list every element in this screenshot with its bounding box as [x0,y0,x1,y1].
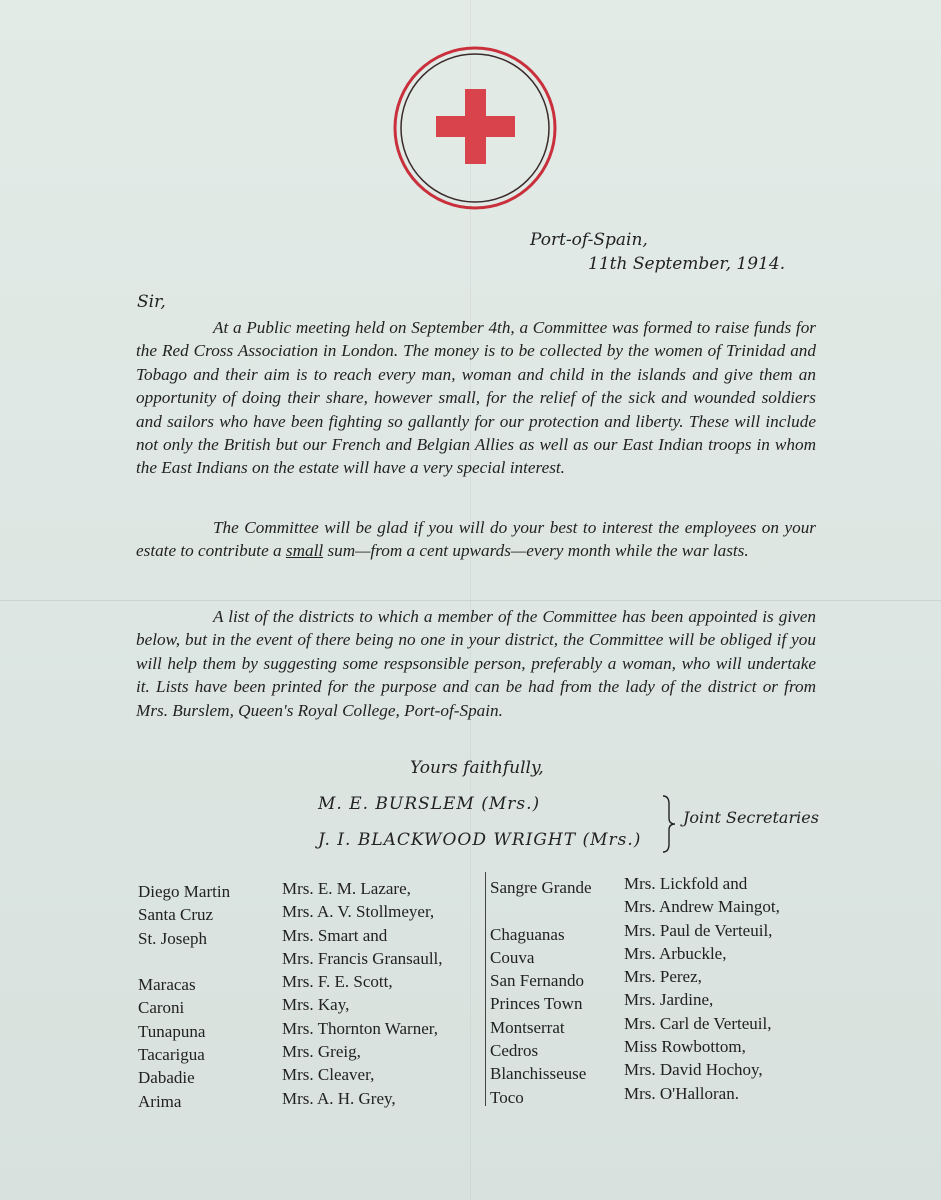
paragraph-1 [136,316,816,480]
district-name: Caroni [138,998,185,1018]
district-name: Blanchisseuse [490,1064,587,1084]
district-name: Montserrat [490,1017,565,1037]
member-column-right [624,872,780,1105]
district-name: St. Joseph [138,928,207,948]
underlined-word: small [285,541,324,561]
salutation: Sir, [137,292,166,312]
committee-member: Mrs. Kay, [282,995,350,1015]
committee-member: Mrs. Carl de Verteuil, [624,1013,772,1033]
committee-member: Mrs. E. M. Lazare, [282,879,411,898]
district-name: Diego Martin [138,882,231,901]
member-column-left [282,877,443,1110]
signatory-1: M. E. BURSLEM (Mrs.) [318,794,541,814]
paragraph-2 [136,516,816,563]
district-name: Toco [490,1087,524,1107]
committee-member: Mrs. David Hochoy, [624,1060,763,1080]
committee-member: Mrs. Paul de Verteuil, [624,920,773,940]
column-divider [485,872,486,1106]
committee-member: Mrs. O'Halloran. [624,1083,739,1103]
committee-member: Miss Rowbottom, [624,1037,746,1057]
red-cross-emblem-icon [391,44,559,212]
committee-member: Mrs. Andrew Maingot, [624,897,780,917]
committee-member: Mrs. Smart and [282,925,388,945]
committee-member: Mrs. Jardine, [624,990,714,1010]
district-name: Tunapuna [138,1021,206,1041]
committee-member: Mrs. A. V. Stollmeyer, [282,902,435,922]
committee-member: Mrs. Greig, [282,1042,361,1062]
district-name: Cedros [490,1041,539,1061]
paragraph-2-part-1: The Committee will be glad if you will do your best to interest the employees on your estate to contribute a [136,518,816,561]
place-and-date [530,228,785,276]
district-column-left [138,880,230,1113]
paragraph-2-text [136,516,816,563]
letter-date: 11th September, 1914. [588,254,786,274]
committee-member: Mrs. Perez, [624,967,702,987]
paragraph-3-text: A list of the districts to which a member of the Committee has been appointed is given below, but in the event of there being no one in your district, the Committee will be obliged if you will help them by suggesting some respsonsible person, preferably a woman, who will undertake it. Lists have been printed for the purpose and can be had from the lady of the district or from Mrs. Burslem, Queen's Royal College, Port-of-Spain. [136,607,816,720]
committee-member: Mrs. Francis Gransaull, [282,948,443,968]
district-name: Santa Cruz [138,905,214,925]
closing: Yours faithfully, [410,758,544,778]
committee-member: Mrs. Lickfold and [624,874,748,893]
committee-member: Mrs. F. E. Scott, [282,972,393,992]
paragraph-3 [136,605,816,722]
committee-member: Mrs. Cleaver, [282,1065,375,1085]
district-name: Dabadie [138,1068,195,1088]
district-column-right [490,876,592,1109]
district-name: Tacarigua [138,1045,205,1065]
district-name: Maracas [138,975,196,995]
letter-place: Port-of-Spain, [530,230,648,250]
committee-member: Mrs. A. H. Grey, [282,1088,396,1108]
district-name: Arima [138,1091,182,1111]
district-name: Chaguanas [490,924,565,944]
paragraph-2-part-2: sum—from a cent upwards—every month while the war lasts. [323,541,749,561]
committee-member: Mrs. Thornton Warner, [282,1018,438,1038]
committee-member: Mrs. Arbuckle, [624,943,727,963]
brace-icon [660,794,678,854]
district-name: Princes Town [490,994,583,1014]
district-name: Sangre Grande [490,878,592,897]
joint-secretaries-label: Joint Secretaries [683,808,819,827]
district-name: San Fernando [490,971,584,991]
signatory-2: J. I. BLACKWOOD WRIGHT (Mrs.) [318,830,642,850]
paragraph-1-text: At a Public meeting held on September 4th, a Committee was formed to raise funds for the Red Cross Association in London. The money is to be collected by the women of Trinidad and Tobago and their aim is to reach every man, woman and child in the islands and give them an opportunity of doing their share, however small, for the relief of the sick and wounded soldiers and sailors who have been fighting so gallantly for our protection and liberty. These will include not only the British but our French and Belgian Allies as well as our East Indian troops in whom the East Indians on the estate will have a very special interest. [136,318,816,478]
district-name: Couva [490,947,535,967]
